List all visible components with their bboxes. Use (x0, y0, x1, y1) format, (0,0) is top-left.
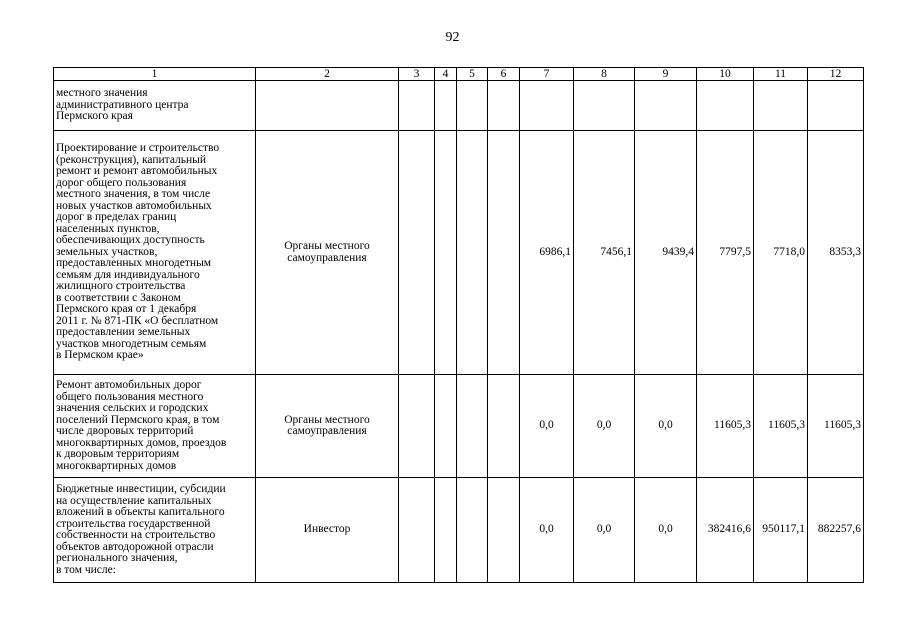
table-cell: 950117,1 (754, 478, 808, 583)
column-header: 2 (256, 68, 399, 81)
row-executor: Органы местного самоуправления (256, 375, 399, 478)
table-cell (488, 478, 520, 583)
row-executor: Органы местного самоуправления (256, 131, 399, 375)
table-cell (520, 81, 574, 131)
table-cell (635, 81, 697, 131)
table-cell (488, 81, 520, 131)
table-cell: 11605,3 (697, 375, 754, 478)
column-header: 11 (754, 68, 808, 81)
table-cell: 0,0 (635, 375, 697, 478)
table-cell (399, 81, 435, 131)
table-cell: 11605,3 (808, 375, 864, 478)
table-cell (435, 81, 457, 131)
table-cell: 882257,6 (808, 478, 864, 583)
table-cell: 0,0 (520, 478, 574, 583)
table-cell (754, 81, 808, 131)
table-cell (488, 131, 520, 375)
column-header: 10 (697, 68, 754, 81)
column-header: 12 (808, 68, 864, 81)
column-header: 1 (54, 68, 256, 81)
table-row (54, 478, 864, 583)
column-header: 8 (574, 68, 635, 81)
column-header: 7 (520, 68, 574, 81)
table-cell: 7718,0 (754, 131, 808, 375)
table-cell: 7797,5 (697, 131, 754, 375)
table-cell (457, 131, 488, 375)
table-cell: 0,0 (520, 375, 574, 478)
row-description: Проектирование и строительство (реконструкция), капитальный ремонт и ремонт автомобильных дорог общего пользования местного значения, в том числе новых участков автомобильных дорог в пределах границ населенных пунктов, обеспечивающих доступность земельных участков, предоставленных многодетным семьям для индивидуального жилищного строительства в соответствии с Законом Пермского края от 1 декабря 2011 г. № 871-ПК «О бесплатном предоставлении земельных участков многодетным семьям в Пермском крае» (54, 131, 256, 375)
column-header: 4 (435, 68, 457, 81)
table-row (54, 375, 864, 478)
column-header: 9 (635, 68, 697, 81)
page-number: 92 (445, 30, 460, 45)
table-cell (399, 131, 435, 375)
table-cell (457, 478, 488, 583)
table-cell: 6986,1 (520, 131, 574, 375)
table-cell: 0,0 (635, 478, 697, 583)
table-cell: 0,0 (574, 375, 635, 478)
table-cell (488, 375, 520, 478)
table-row (54, 81, 864, 131)
table-cell: 0,0 (574, 478, 635, 583)
table-cell (457, 375, 488, 478)
budget-table (53, 67, 864, 583)
table-cell (435, 131, 457, 375)
table-cell (399, 375, 435, 478)
row-description: Ремонт автомобильных дорог общего пользования местного значения сельских и городских поселений Пермского края, в том числе дворовых территорий многоквартирных домов, проездов к дворовым территориям многоквартирных домов (54, 375, 256, 478)
table-cell: 11605,3 (754, 375, 808, 478)
table-cell (808, 81, 864, 131)
table-cell (435, 375, 457, 478)
row-description: местного значения административного центра Пермского края (54, 81, 256, 131)
row-description: Бюджетные инвестиции, субсидии на осуществление капитальных вложений в объекты капитального строительства государственной собственности на строительство объектов автодорожной отрасли регионального значения, в том числе: (54, 478, 256, 583)
table-cell (399, 478, 435, 583)
table-cell (435, 478, 457, 583)
table-cell (697, 81, 754, 131)
row-executor: Инвестор (256, 478, 399, 583)
column-number-row (54, 68, 864, 81)
row-executor (256, 81, 399, 131)
column-header: 3 (399, 68, 435, 81)
table-cell (574, 81, 635, 131)
table-cell: 7456,1 (574, 131, 635, 375)
table-cell: 9439,4 (635, 131, 697, 375)
table-cell: 8353,3 (808, 131, 864, 375)
table-cell: 382416,6 (697, 478, 754, 583)
column-header: 5 (457, 68, 488, 81)
table-row (54, 131, 864, 375)
column-header: 6 (488, 68, 520, 81)
table-cell (457, 81, 488, 131)
